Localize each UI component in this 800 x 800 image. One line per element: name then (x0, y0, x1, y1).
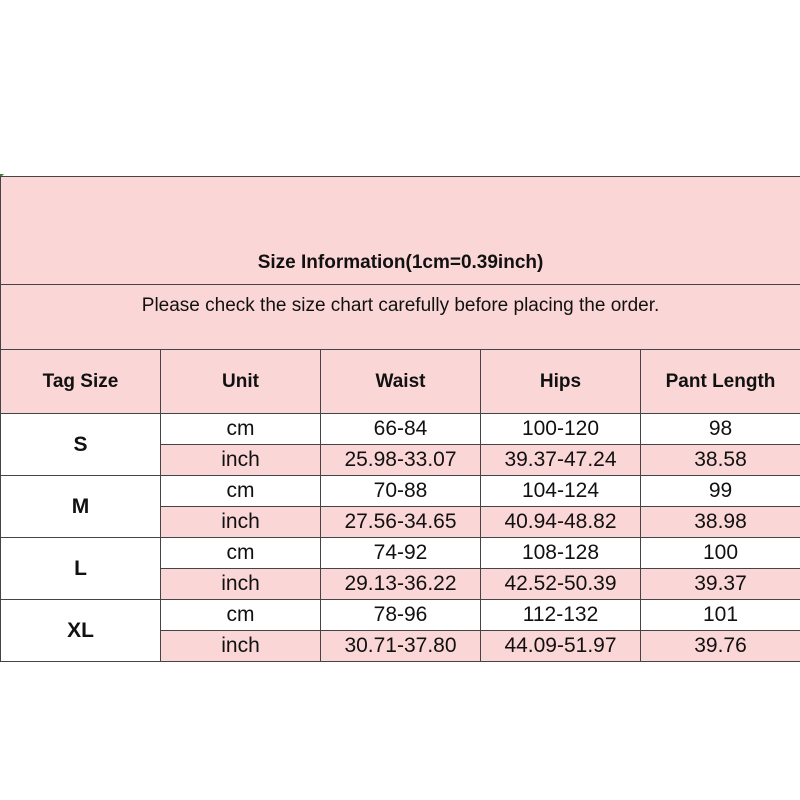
hips-cell: 112-132 (481, 600, 641, 631)
tag-size-cell: XL (1, 600, 161, 662)
header-row (1, 350, 800, 414)
unit-cell: cm (161, 600, 321, 631)
hips-cell: 42.52-50.39 (481, 569, 641, 600)
table-row (1, 476, 800, 507)
hips-cell: 39.37-47.24 (481, 445, 641, 476)
title-cell (1, 177, 800, 285)
pant-length-cell: 100 (641, 538, 800, 569)
chart-title: Size Information(1cm=0.39inch) (257, 252, 544, 273)
hips-cell: 44.09-51.97 (481, 631, 641, 662)
hips-cell: 104-124 (481, 476, 641, 507)
unit-cell: cm (161, 414, 321, 445)
hips-cell: 108-128 (481, 538, 641, 569)
hips-cell: 40.94-48.82 (481, 507, 641, 538)
note-cell (1, 285, 800, 350)
waist-cell: 66-84 (321, 414, 481, 445)
header-pant-length: Pant Length (641, 350, 800, 414)
pant-length-cell: 98 (641, 414, 800, 445)
tag-size-cell: L (1, 538, 161, 600)
tag-size-cell: M (1, 476, 161, 538)
chart-note: Please check the size chart carefully before placing the order. (141, 295, 660, 316)
unit-cell: cm (161, 538, 321, 569)
unit-cell: inch (161, 569, 321, 600)
table-row (1, 600, 800, 631)
size-chart-table (0, 176, 800, 662)
waist-cell: 70-88 (321, 476, 481, 507)
pant-length-cell: 38.98 (641, 507, 800, 538)
header-unit: Unit (161, 350, 321, 414)
unit-cell: inch (161, 631, 321, 662)
tag-size-cell: S (1, 414, 161, 476)
pant-length-cell: 38.58 (641, 445, 800, 476)
waist-cell: 78-96 (321, 600, 481, 631)
pant-length-cell: 99 (641, 476, 800, 507)
pant-length-cell: 101 (641, 600, 800, 631)
waist-cell: 27.56-34.65 (321, 507, 481, 538)
header-waist: Waist (321, 350, 481, 414)
pant-length-cell: 39.76 (641, 631, 800, 662)
header-hips: Hips (481, 350, 641, 414)
unit-cell: inch (161, 445, 321, 476)
pant-length-cell: 39.37 (641, 569, 800, 600)
table-row (1, 538, 800, 569)
table-row (1, 414, 800, 445)
waist-cell: 30.71-37.80 (321, 631, 481, 662)
waist-cell: 29.13-36.22 (321, 569, 481, 600)
waist-cell: 74-92 (321, 538, 481, 569)
hips-cell: 100-120 (481, 414, 641, 445)
unit-cell: cm (161, 476, 321, 507)
header-tag-size: Tag Size (1, 350, 161, 414)
unit-cell: inch (161, 507, 321, 538)
waist-cell: 25.98-33.07 (321, 445, 481, 476)
